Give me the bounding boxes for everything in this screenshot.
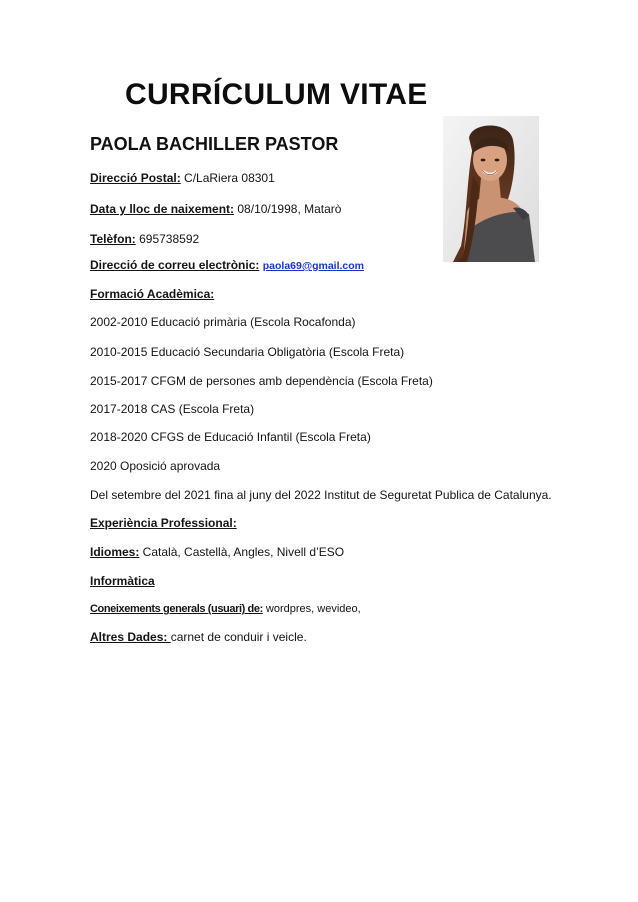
- computing-heading: [90, 574, 155, 588]
- phone-row: [90, 232, 199, 246]
- languages-value: Català, Castellà, Angles, Nivell d’ESO: [139, 545, 345, 559]
- email-link[interactable]: paola69@gmail.com: [262, 260, 365, 272]
- experience-heading-label: Experiència Professional:: [90, 516, 237, 530]
- education-item: 2018-2020 CFGS de Educació Infantil (Escola Freta): [90, 430, 371, 444]
- email-label: Direcció de correu electrònic:: [90, 258, 260, 272]
- birth-value: 08/10/1998, Matarò: [234, 202, 342, 216]
- languages-label: Idiomes:: [90, 545, 140, 559]
- knowledge-label: Coneixements generals (usuari) de:: [90, 603, 263, 615]
- birth-label: Data y lloc de naixement:: [90, 202, 235, 216]
- education-heading: [90, 287, 214, 301]
- birth-row: [90, 202, 341, 216]
- education-item: 2002-2010 Educació primària (Escola Rocafonda): [90, 315, 356, 329]
- postal-address-value: C/LaRiera 08301: [180, 171, 275, 185]
- email-row: [90, 258, 364, 272]
- profile-photo-icon: [443, 116, 539, 262]
- languages-row: [90, 545, 344, 559]
- education-heading-label: Formació Acadèmica:: [90, 287, 215, 301]
- education-item: 2017-2018 CAS (Escola Freta): [90, 402, 255, 416]
- experience-heading: [90, 516, 237, 530]
- other-data-row: [90, 630, 307, 644]
- phone-value: 695738592: [135, 232, 200, 246]
- other-data-label: Altres Dades:: [90, 630, 171, 644]
- phone-label: Telèfon:: [90, 232, 136, 246]
- education-item: 2020 Oposició aprovada: [90, 459, 221, 473]
- education-item: 2015-2017 CFGM de persones amb dependència (Escola Freta): [90, 374, 433, 388]
- postal-address-row: [90, 171, 275, 185]
- computing-heading-label: Informàtica: [90, 574, 155, 588]
- postal-address-label: Direcció Postal:: [90, 171, 181, 185]
- knowledge-value: wordpres, wevideo,: [262, 603, 361, 615]
- education-item: 2010-2015 Educació Secundaria Obligatòria (Escola Freta): [90, 345, 405, 359]
- other-data-value: carnet de conduir i veicle.: [170, 630, 307, 644]
- page-title: CURRÍCULUM VITAE: [125, 78, 428, 111]
- education-item: Del setembre del 2021 fina al juny del 2022 Institut de Seguretat Publica de Catalunya.: [90, 488, 552, 502]
- knowledge-row: [90, 603, 361, 615]
- person-name: PAOLA BACHILLER PASTOR: [90, 134, 339, 154]
